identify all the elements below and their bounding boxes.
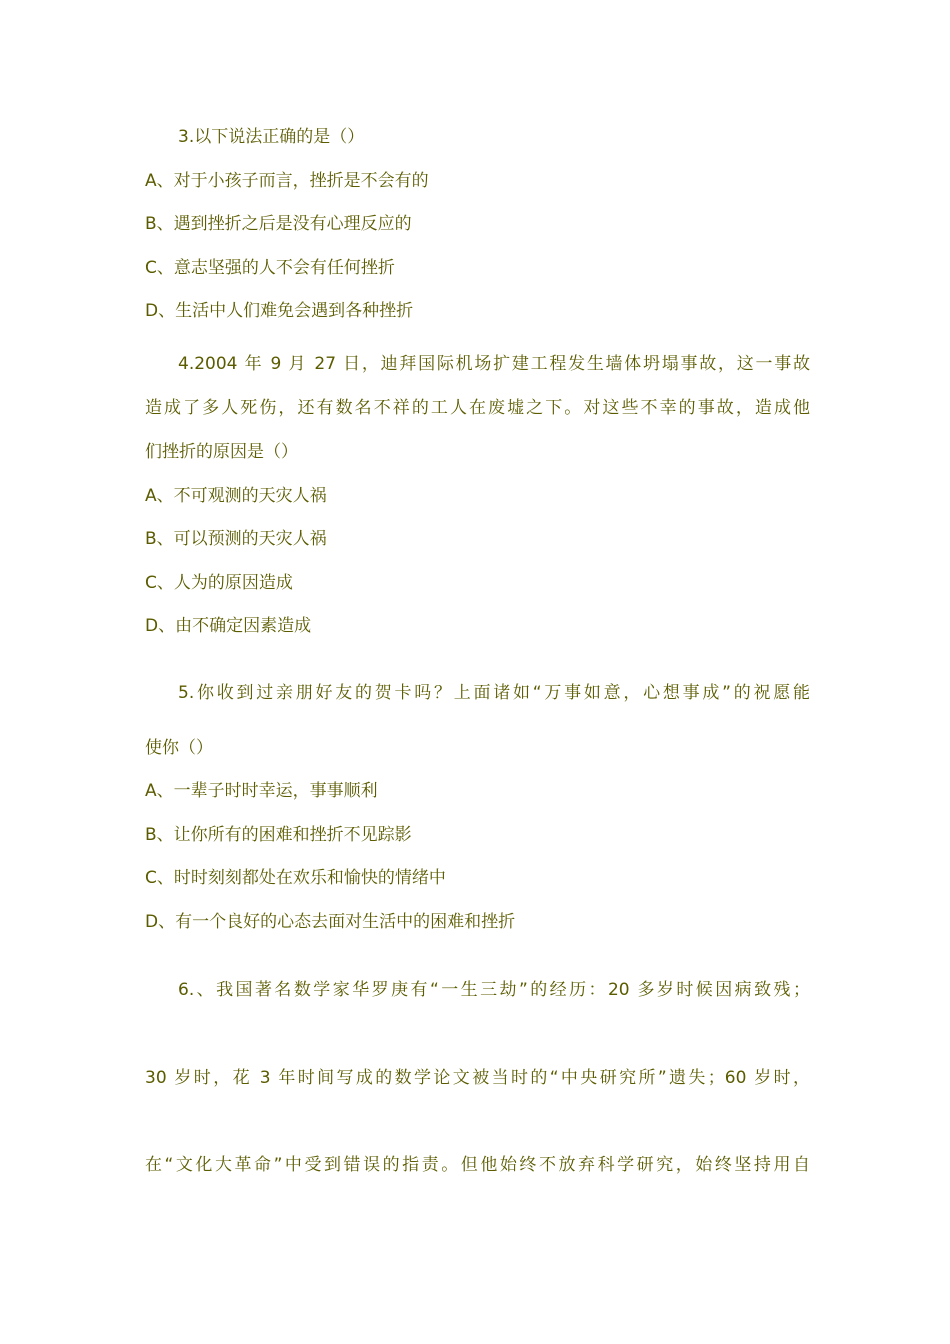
question-5-stem-line-1: 5.你收到过亲朋好友的贺卡吗？上面诸如“万事如意，心想事成”的祝愿能	[178, 683, 810, 703]
question-3-option-a: A、对于小孩子而言，挫折是不会有的	[145, 171, 429, 191]
question-4-option-b: B、可以预测的天灾人祸	[145, 529, 327, 549]
question-6-stem-line-1: 6.、我国著名数学家华罗庚有“一生三劫”的经历：20 多岁时候因病致残；	[178, 980, 810, 1000]
question-3-stem: 3.以下说法正确的是（）	[178, 127, 365, 147]
question-5-option-b: B、让你所有的困难和挫折不见踪影	[145, 825, 412, 845]
question-5-option-c: C、时时刻刻都处在欢乐和愉快的情绪中	[145, 868, 446, 888]
question-4-option-c: C、人为的原因造成	[145, 573, 293, 593]
question-5-stem-line-2: 使你（）	[145, 738, 213, 758]
question-6-stem-line-2: 30 岁时，花 3 年时间写成的数学论文被当时的“中央研究所”遗失；60 岁时，	[145, 1068, 810, 1088]
question-3-option-c: C、意志坚强的人不会有任何挫折	[145, 258, 395, 278]
question-4-option-a: A、不可观测的天灾人祸	[145, 486, 327, 506]
question-3-option-b: B、遇到挫折之后是没有心理反应的	[145, 214, 412, 234]
question-4-stem-line-1: 4.2004 年 9 月 27 日，迪拜国际机场扩建工程发生墙体坍塌事故，这一事故	[178, 354, 810, 374]
question-5-option-a: A、一辈子时时幸运，事事顺利	[145, 781, 378, 801]
question-4-stem-line-3: 们挫折的原因是（）	[145, 442, 298, 462]
question-5-option-d: D、有一个良好的心态去面对生活中的困难和挫折	[145, 912, 516, 932]
question-4-option-d: D、由不确定因素造成	[145, 616, 312, 636]
question-3-option-d: D、生活中人们难免会遇到各种挫折	[145, 301, 414, 321]
question-4-stem-line-2: 造成了多人死伤，还有数名不祥的工人在废墟之下。对这些不幸的事故，造成他	[145, 398, 810, 418]
question-6-stem-line-3: 在“文化大革命”中受到错误的指责。但他始终不放弃科学研究，始终坚持用自	[145, 1155, 810, 1175]
